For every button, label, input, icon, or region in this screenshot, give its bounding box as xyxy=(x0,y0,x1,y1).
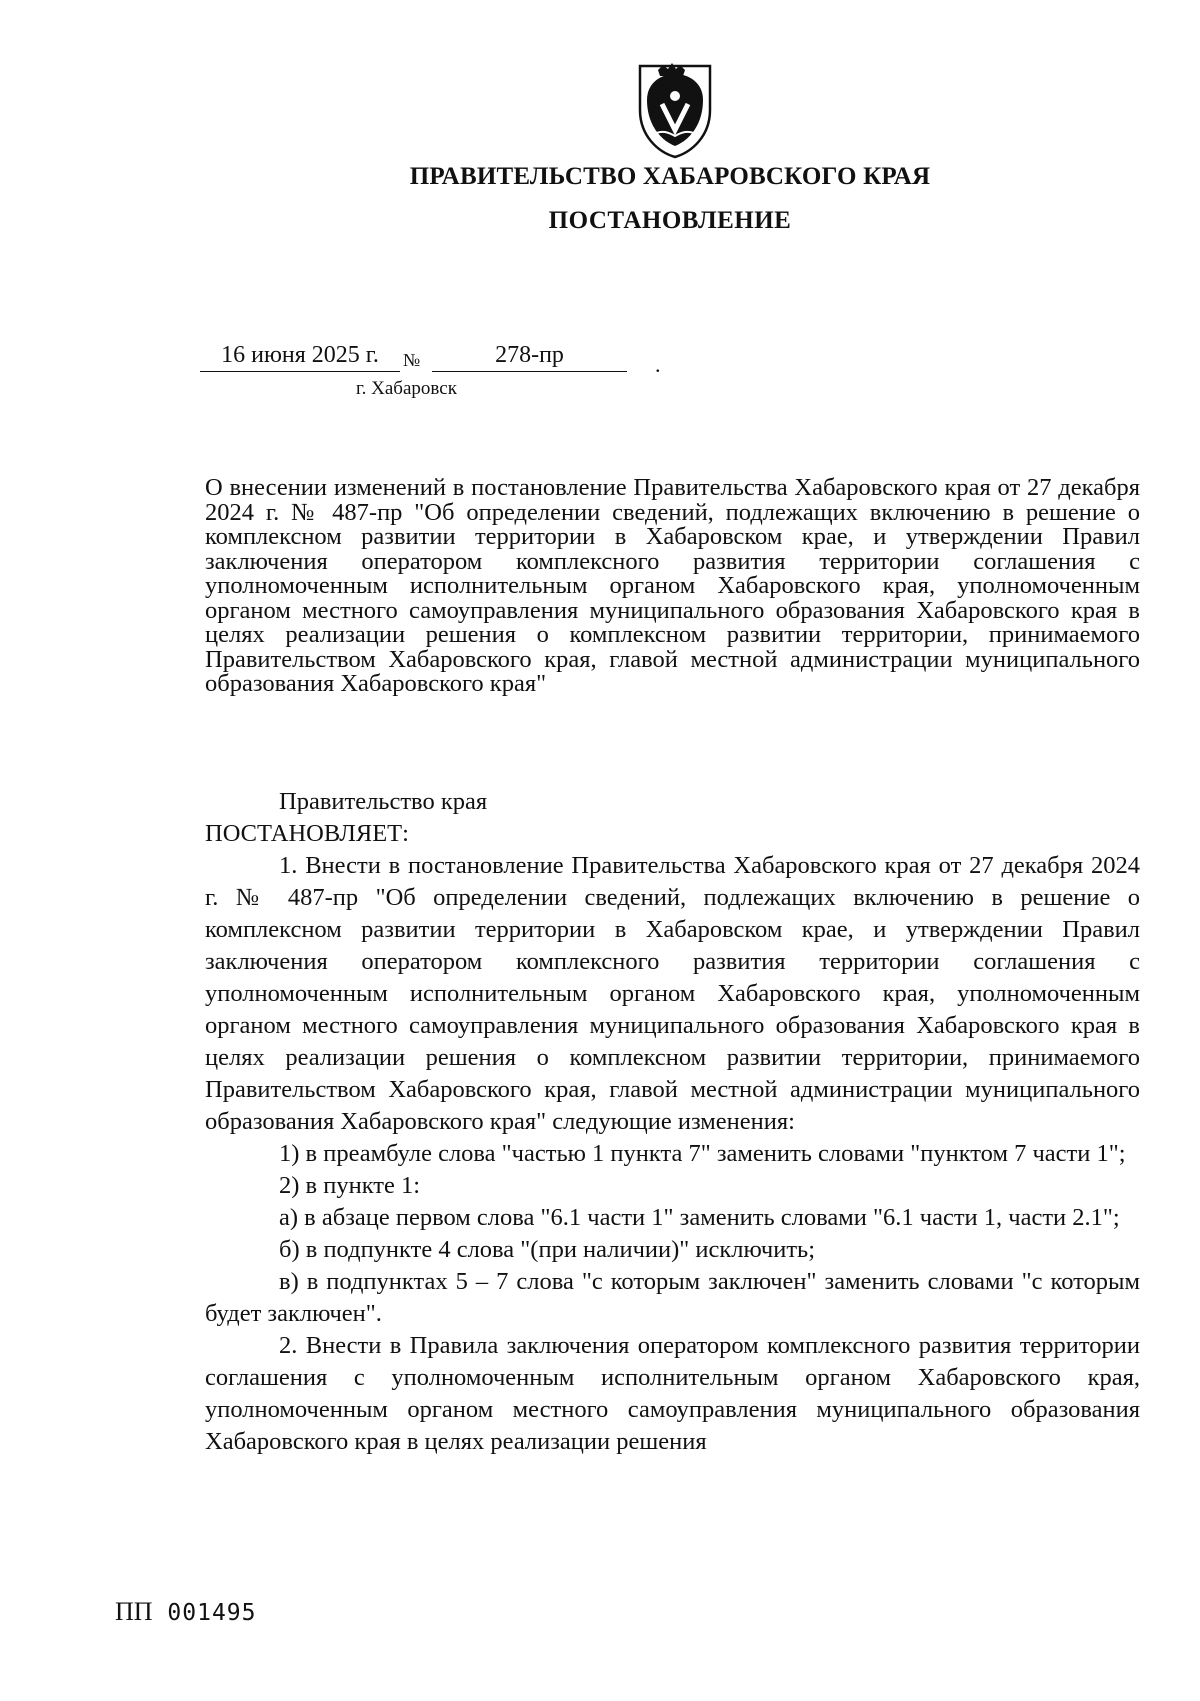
paragraph-1: 1. Внести в постановление Правительства Хабаровского края от 27 декабря 2024 г. № 487-пр "Об определении сведений, подлежащих включению в решение о комплексном развитии территории в Хабаровском крае, и утверждении Правил заключения оператором комплексного развития территории соглашения с уполномоченным исполнительным органом Хабаровского края, уполномоченным органом местного самоуправления муниципального образования Хабаровского края в целях реализации решения о комплексном развитии территории, принимаемого Правительством Хабаровского края, главой местной администрации муниципального образования Хабаровского края" следующие изменения: xyxy=(205,852,1140,1135)
government-name: ПРАВИТЕЛЬСТВО ХАБАРОВСКОГО КРАЯ xyxy=(409,163,931,190)
paragraph-1-item-2: 2) в пункте 1: xyxy=(279,1172,421,1199)
document-title: О внесении изменений в постановление Правительства Хабаровского края от 27 декабря 2024 г. № 487-пр "Об определении сведений, подлежащих включению в решение о комплексном развитии территории в Хабаровском крае, и утверждении Правил заключения оператором комплексного развития территории соглашения с уполномоченным исполнительным органом Хабаровского края, уполномоченным органом местного самоуправления муниципального образования Хабаровского края в целях реализации решения о комплексном развитии территории, принимаемого Правительством Хабаровского края, главой местной администрации муниципального образования Хабаровского края" xyxy=(205,474,1140,697)
paragraph-1-item-2c: в) в подпунктах 5 – 7 слова "с которым заключен" заменить словами "с которым будет заключен". xyxy=(205,1268,1140,1327)
document-number: 278-пр xyxy=(432,340,627,372)
intro-line: Правительство края xyxy=(279,788,488,815)
document-body xyxy=(205,786,1140,1458)
mark-dot: . xyxy=(655,352,661,377)
paragraph-2: 2. Внести в Правила заключения оператором комплексного развития территории соглашения с уполномоченным исполнительным органом Хабаровского края, уполномоченным органом местного самоуправления муниципального образования Хабаровского края в целях реализации решения xyxy=(205,1332,1140,1455)
document-code-number: 001495 xyxy=(167,1600,257,1626)
paragraph-1-item-1: 1) в преамбуле слова "частью 1 пункта 7" заменить словами "пунктом 7 части 1"; xyxy=(279,1140,1126,1167)
paragraph-1-item-2b: б) в подпункте 4 слова "(при наличии)" исключить; xyxy=(279,1236,816,1263)
decree-word: ПОСТАНОВЛЯЕТ: xyxy=(205,820,409,847)
document-date: 16 июня 2025 г. xyxy=(200,340,400,372)
number-sign: № xyxy=(403,350,421,370)
document-code xyxy=(115,1597,257,1627)
document-code-prefix: ПП xyxy=(115,1597,153,1626)
paragraph-1-item-2a: а) в абзаце первом слова "6.1 части 1" заменить словами "6.1 части 1, части 2.1"; xyxy=(279,1204,1120,1231)
coat-of-arms-icon xyxy=(632,60,718,160)
document-city: г. Хабаровск xyxy=(356,378,457,399)
document-type: ПОСТАНОВЛЕНИЕ xyxy=(548,207,792,234)
